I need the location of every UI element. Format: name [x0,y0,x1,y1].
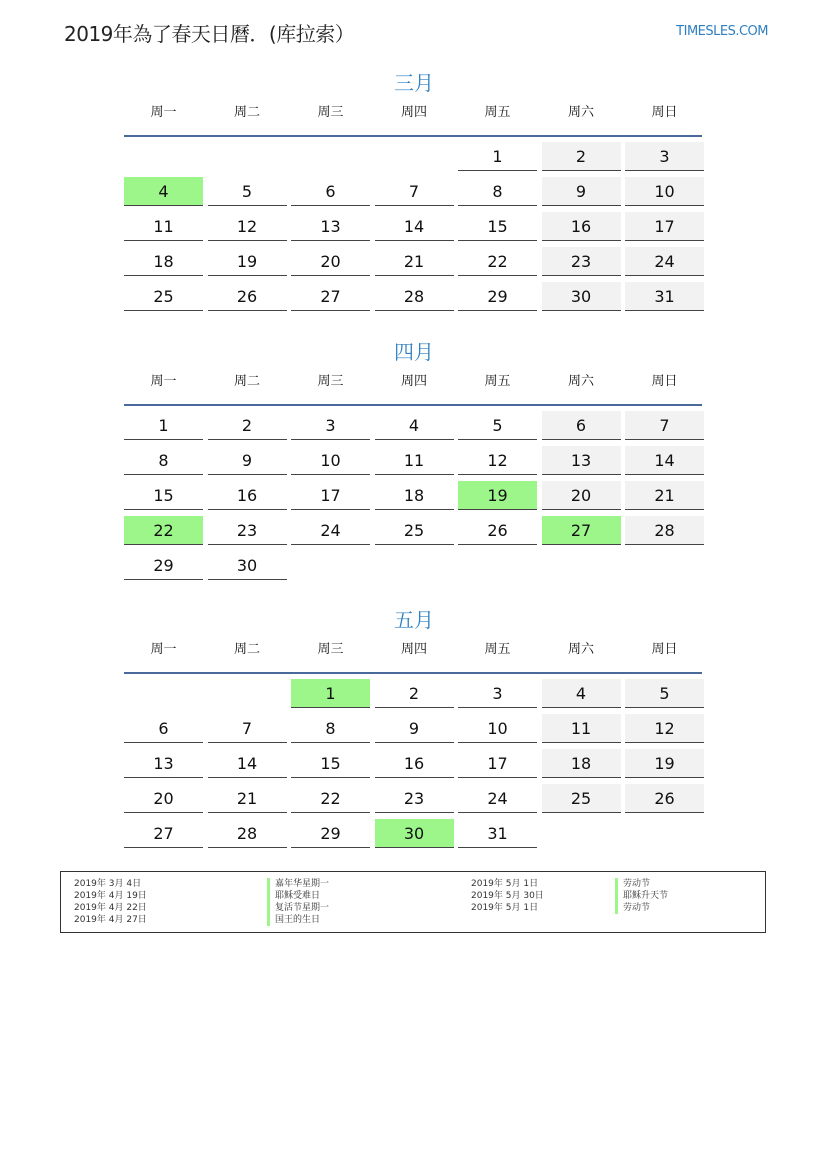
day-cell[interactable]: 14 [375,212,454,241]
weekday-label: 周六 [567,374,594,389]
month-title: 三月 [394,71,434,95]
day-cell[interactable]: 17 [458,749,537,778]
day-cell[interactable]: 30 [208,551,287,580]
header-rule [124,135,702,137]
legend-date: 2019年 5月 1日 [471,903,539,913]
day-cell[interactable]: 12 [208,212,287,241]
day-cell[interactable]: 13 [124,749,203,778]
weekday-label: 周五 [484,105,511,120]
day-cell[interactable]: 5 [458,411,537,440]
day-cell[interactable]: 2 [208,411,287,440]
day-cell[interactable]: 16 [542,212,621,241]
day-cell[interactable]: 21 [625,481,704,510]
day-cell[interactable]: 15 [458,212,537,241]
day-cell[interactable]: 7 [208,714,287,743]
day-cell[interactable]: 17 [291,481,370,510]
day-cell[interactable]: 9 [208,446,287,475]
day-cell[interactable]: 25 [375,516,454,545]
weekday-label: 周二 [233,105,260,120]
day-cell-empty [542,819,621,848]
day-cell[interactable]: 6 [291,177,370,206]
day-cell[interactable]: 18 [375,481,454,510]
day-cell[interactable]: 1 [291,679,370,708]
weekday-header [124,374,704,402]
day-cell[interactable]: 10 [625,177,704,206]
day-cell[interactable]: 28 [375,282,454,311]
day-cell[interactable]: 23 [208,516,287,545]
legend-names-left [267,878,329,926]
day-cell-empty [291,551,370,580]
day-cell-empty [208,679,287,708]
legend-names-right [615,878,668,914]
weekday-label: 周四 [400,105,427,120]
day-cell[interactable]: 2 [542,142,621,171]
weekday-label: 周三 [317,105,344,120]
day-cell[interactable]: 4 [375,411,454,440]
day-cell[interactable]: 26 [458,516,537,545]
day-cell[interactable]: 12 [625,714,704,743]
day-cell[interactable]: 31 [458,819,537,848]
weekday-label: 周二 [233,374,260,389]
month-title: 四月 [394,340,434,364]
day-cell-empty [124,679,203,708]
day-cell[interactable]: 22 [124,516,203,545]
legend-date: 2019年 4月 22日 [74,903,147,913]
day-cell[interactable]: 27 [124,819,203,848]
legend-dates-left [74,878,147,926]
day-cell[interactable]: 7 [375,177,454,206]
day-cell[interactable]: 27 [542,516,621,545]
day-cell-empty [375,142,454,171]
weekday-label: 周五 [484,374,511,389]
weekday-header [124,105,704,133]
day-cell[interactable]: 28 [625,516,704,545]
day-cell[interactable]: 23 [375,784,454,813]
weekday-label: 周六 [567,642,594,657]
day-cell[interactable]: 4 [542,679,621,708]
header-rule [124,404,702,406]
day-cell[interactable]: 8 [458,177,537,206]
day-cell[interactable]: 11 [124,212,203,241]
day-cell[interactable]: 15 [124,481,203,510]
day-cell[interactable]: 16 [208,481,287,510]
day-cell-empty [458,551,537,580]
day-cell[interactable]: 29 [124,551,203,580]
holiday-legend [60,871,766,933]
header-rule [124,672,702,674]
day-cell[interactable]: 21 [375,247,454,276]
weekday-label: 周日 [651,374,678,389]
day-grid [124,142,704,311]
day-cell[interactable]: 4 [124,177,203,206]
day-cell[interactable]: 8 [124,446,203,475]
day-cell[interactable]: 20 [291,247,370,276]
weekday-label: 周四 [400,374,427,389]
day-cell[interactable]: 6 [542,411,621,440]
day-cell[interactable]: 22 [291,784,370,813]
day-cell[interactable]: 9 [375,714,454,743]
day-cell[interactable]: 19 [208,247,287,276]
legend-holiday-name: 劳动节 [615,902,668,914]
day-cell[interactable]: 14 [208,749,287,778]
day-cell[interactable]: 29 [291,819,370,848]
day-cell[interactable]: 11 [375,446,454,475]
day-cell[interactable]: 11 [542,714,621,743]
day-cell[interactable]: 27 [291,282,370,311]
legend-holiday-name: 国王的生日 [267,914,329,926]
page-title: 2019年為了春天日曆．(库拉索） [64,22,355,46]
day-cell[interactable]: 25 [542,784,621,813]
legend-date: 2019年 4月 27日 [74,915,147,925]
day-cell-empty [625,551,704,580]
legend-holiday-name: 嘉年华星期一 [267,878,329,890]
day-cell[interactable]: 18 [542,749,621,778]
day-cell[interactable]: 28 [208,819,287,848]
day-cell[interactable]: 17 [625,212,704,241]
day-cell[interactable]: 12 [458,446,537,475]
day-cell[interactable]: 13 [542,446,621,475]
day-cell[interactable]: 19 [458,481,537,510]
day-cell[interactable]: 21 [208,784,287,813]
day-cell[interactable]: 26 [625,784,704,813]
day-cell[interactable]: 25 [124,282,203,311]
day-cell[interactable]: 26 [208,282,287,311]
day-cell[interactable]: 15 [291,749,370,778]
day-cell-empty [208,142,287,171]
weekday-label: 周一 [150,105,177,120]
weekday-label: 周五 [484,642,511,657]
weekday-label: 周四 [400,642,427,657]
legend-date: 2019年 3月 4日 [74,879,142,889]
day-cell[interactable]: 1 [124,411,203,440]
day-cell[interactable]: 22 [458,247,537,276]
legend-dates-right [471,878,544,914]
day-cell[interactable]: 5 [208,177,287,206]
day-cell[interactable]: 6 [124,714,203,743]
day-cell[interactable]: 2 [375,679,454,708]
weekday-label: 周日 [651,642,678,657]
day-cell[interactable]: 31 [625,282,704,311]
day-cell-empty [542,551,621,580]
day-cell[interactable]: 30 [542,282,621,311]
day-cell[interactable]: 9 [542,177,621,206]
day-cell[interactable]: 24 [458,784,537,813]
day-cell[interactable]: 3 [291,411,370,440]
legend-holiday-name: 劳动节 [615,878,668,890]
day-cell[interactable]: 7 [625,411,704,440]
day-cell[interactable]: 23 [542,247,621,276]
day-cell[interactable]: 30 [375,819,454,848]
day-cell-empty [625,819,704,848]
legend-holiday-name: 耶稣受难日 [267,890,329,902]
legend-date: 2019年 5月 1日 [471,879,539,889]
day-cell-empty [291,142,370,171]
day-grid [124,411,704,580]
legend-date: 2019年 5月 30日 [471,891,544,901]
day-cell[interactable]: 18 [124,247,203,276]
day-cell[interactable]: 20 [542,481,621,510]
day-cell[interactable]: 14 [625,446,704,475]
month-title: 五月 [394,608,434,632]
day-cell[interactable]: 24 [625,247,704,276]
brand-link[interactable]: TIMESLES.COM [676,24,768,39]
day-cell[interactable]: 20 [124,784,203,813]
day-cell[interactable]: 16 [375,749,454,778]
legend-holiday-name: 复活节星期一 [267,902,329,914]
day-cell-empty [124,142,203,171]
weekday-label: 周二 [233,642,260,657]
weekday-label: 周日 [651,105,678,120]
month-block [124,68,704,311]
month-block [124,337,704,580]
weekday-label: 周一 [150,374,177,389]
day-cell[interactable]: 3 [458,679,537,708]
day-cell-empty [375,551,454,580]
day-cell[interactable]: 10 [458,714,537,743]
day-cell[interactable]: 8 [291,714,370,743]
day-cell[interactable]: 5 [625,679,704,708]
day-cell[interactable]: 3 [625,142,704,171]
day-cell[interactable]: 24 [291,516,370,545]
weekday-label: 周六 [567,105,594,120]
day-cell[interactable]: 10 [291,446,370,475]
day-cell[interactable]: 13 [291,212,370,241]
day-cell[interactable]: 1 [458,142,537,171]
weekday-label: 周三 [317,374,344,389]
day-cell[interactable]: 29 [458,282,537,311]
legend-date: 2019年 4月 19日 [74,891,147,901]
day-cell[interactable]: 19 [625,749,704,778]
month-block [124,605,704,848]
weekday-label: 周三 [317,642,344,657]
weekday-label: 周一 [150,642,177,657]
weekday-header [124,642,704,670]
day-grid [124,679,704,848]
legend-holiday-name: 耶稣升天节 [615,890,668,902]
